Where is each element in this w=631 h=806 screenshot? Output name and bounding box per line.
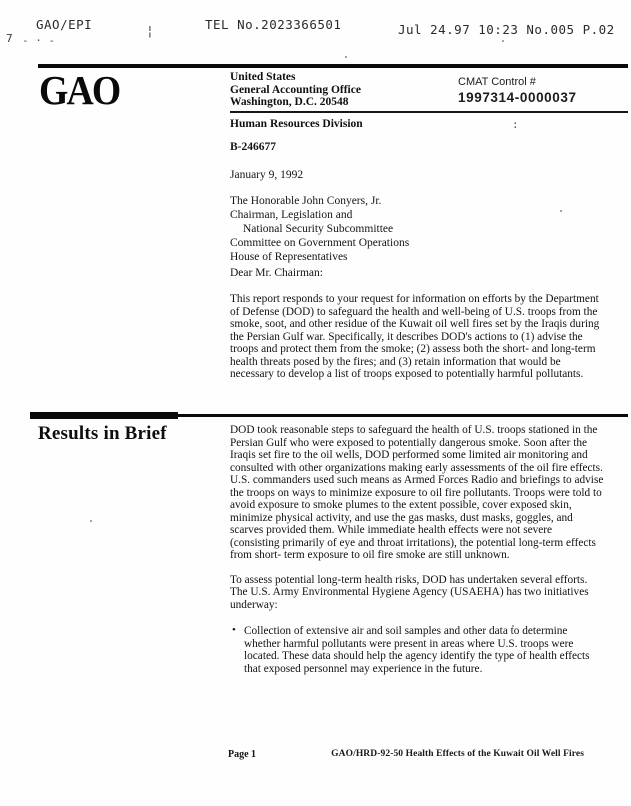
- addressee-block: [230, 194, 409, 264]
- addressee-line: Committee on Government Operations: [230, 237, 410, 249]
- page-number: Page 1: [228, 749, 257, 760]
- cmat-control-number: 1997314-0000037: [458, 90, 577, 105]
- section-heading: Results in Brief: [38, 423, 167, 444]
- fax-timestamp: Jul 24.97 10:23 No.005 P.02: [398, 22, 615, 37]
- intro-paragraph: This report responds to your request for information on efforts by the Department of Defense (DOD) to safeguard the health and well-being of U.S. troops from the smoke, soot, and other residue of the Kuwait oil well fires set by the Iraqis during the Persian Gulf war. Specifically, it describes DOD's actions to (1) advise the troops and protect them from the smoke; (2) assess both the short- and long-term health threats posed by the fires; and (3) retain information that would be necessary to develop a list of troops exposed to potentially harmful pollutants.: [230, 293, 600, 380]
- letter-date: January 9, 1992: [230, 169, 304, 181]
- reference-number: B-246677: [230, 141, 276, 153]
- salutation: Dear Mr. Chairman:: [230, 267, 323, 279]
- fax-noise-mark: :: [512, 118, 519, 131]
- fax-noise-mark: ¦: [146, 24, 154, 39]
- addressee-line: House of Representatives: [230, 251, 348, 263]
- fax-noise-dot: [345, 56, 347, 58]
- addressee-line: Chairman, Legislation and: [230, 209, 353, 221]
- fax-noise-dot: [560, 210, 562, 212]
- section-divider-rule: [30, 414, 628, 417]
- gao-logo: GAO: [39, 67, 120, 113]
- letterhead-top-rule: [38, 64, 628, 68]
- agency-line: General Accounting Office: [230, 83, 361, 96]
- body-paragraph: DOD took reasonable steps to safeguard the health of U.S. troops stationed in the Persian Gulf who were exposed to potentially dangerous smoke. Soon after the Iraqis set fire to the oil wells, DOD performed some limited air monitoring and consulted with other organizations making early assessments of the oil fire effects. U.S. commanders used such means as Armed Forces Radio and briefings to advise the troops on ways to minimize exposure to oil fire pollutants. Troops were told to avoid exposure to smoke plumes to the extent possible, cover exposed skin, minimize physical activity, and use the gas masks, dust masks, goggles, and scarves provided them. While immediate health effects were not severe (consisting primarily of eye and throat irritations), the potential long-term effects from short- term exposure to oil fire smoke are still unknown.: [230, 424, 604, 561]
- division-title: Human Resources Division: [230, 118, 363, 130]
- agency-address-block: [230, 71, 361, 109]
- addressee-line: National Security Subcommittee: [243, 223, 394, 235]
- report-title-footer: GAO/HRD-92-50 Health Effects of the Kuwait Oil Well Fires: [331, 749, 584, 759]
- cmat-control-label: CMAT Control #: [458, 76, 536, 88]
- fax-noise-dot: [502, 40, 504, 42]
- bullet-item: • Collection of extensive air and soil samples and other data to determine whether harmful pollutants were present in areas where U.S. troops were located. These data should help the agency identify the type of health effects that exposed personnel may experience in the future.: [230, 625, 604, 675]
- fax-tel-number: TEL No.2023366501: [205, 17, 342, 32]
- agency-line: United States: [230, 71, 296, 83]
- fax-noise-mark: - · -: [22, 34, 56, 47]
- cmat-control-block: [458, 76, 577, 105]
- body-paragraph: To assess potential long-term health risks, DOD has undertaken several efforts. The U.S. Army Environmental Hygiene Agency (USAEHA) has two initiatives underway:: [230, 573, 589, 611]
- letterhead-divider-rule: [230, 111, 628, 113]
- fax-sender-id: GAO/EPI: [36, 17, 93, 32]
- fax-noise-mark: 7: [6, 32, 15, 45]
- fax-noise-dot: [90, 520, 92, 522]
- agency-line: Washington, D.C. 20548: [230, 96, 349, 108]
- section-body: [230, 424, 604, 675]
- addressee-line: The Honorable John Conyers, Jr.: [230, 195, 382, 207]
